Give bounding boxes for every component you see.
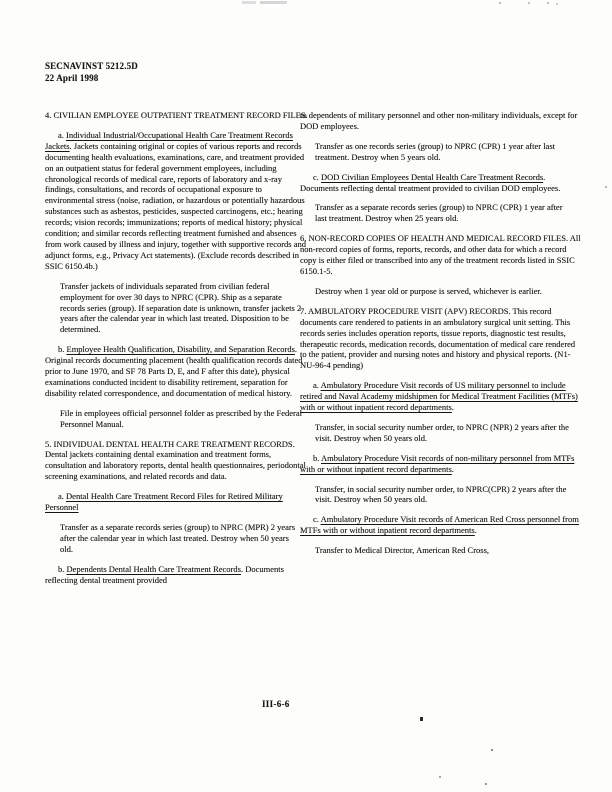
indented-disposition-block bbox=[315, 286, 576, 297]
paragraph-text: . bbox=[474, 525, 477, 536]
paragraph bbox=[300, 380, 581, 413]
instruction-number: SECNAVINST 5212.5D bbox=[45, 61, 138, 71]
indented-disposition-block bbox=[60, 408, 303, 430]
paragraph-text: a. bbox=[58, 129, 67, 140]
paragraph-text: 6. NON-RECORD COPIES OF HEALTH AND MEDICAL RECORD FILES. All non-record copies of forms, reports, records, and other data for which a record copy is either filed or transcribed into any of the treatment records listed in SSIC 6150.1-5. bbox=[300, 233, 581, 276]
indented-disposition-block bbox=[60, 522, 303, 555]
paragraph-text: File in employees official personnel folder as prescribed by the Federal Personnel Manual. bbox=[60, 407, 303, 429]
paragraph-text: . Documents reflecting dental treatment provided bbox=[45, 563, 284, 585]
paragraph-text: . bbox=[451, 463, 454, 474]
paragraph bbox=[45, 439, 308, 483]
page-number: III-6-6 bbox=[262, 699, 290, 709]
paragraph-text: 5. INDIVIDUAL DENTAL HEALTH CARE TREATMENT RECORDS. Dental jackets containing dental examination and treatment forms, consultation and laboratory reports, dental health questionnaires, periodontal screening examinations, and related records and data. bbox=[45, 438, 306, 482]
paragraph bbox=[300, 110, 581, 132]
paragraph-text: b. bbox=[313, 452, 322, 463]
paragraph bbox=[45, 564, 308, 586]
paragraph bbox=[300, 453, 581, 475]
paragraph-text: Transfer as one records series (group) to NPRC (CPR) 1 year after last treatment. Destroy when 5 years old. bbox=[315, 140, 555, 162]
right-column bbox=[300, 110, 581, 565]
paragraph-text: b. bbox=[58, 344, 67, 355]
indented-disposition-block bbox=[315, 545, 576, 556]
underlined-heading: Ambulatory Procedure Visit records of US military personnel to include retired and Naval Academy midshipmen for Medical Treatment Facilities (MTFs) with or without inpatient record departments bbox=[300, 380, 578, 413]
paragraph-text: Destroy when 1 year old or purpose is served, whichever is earlier. bbox=[315, 285, 542, 296]
paragraph-text: . Original records documenting placement (health qualification records dated prior to June 1970, and SF 78 Parts D, E, and F after this date), physical examinations conducted incident to disability retirement, separation for disability related correspondence, and documentation of medical history. bbox=[45, 344, 303, 398]
scan-speckle bbox=[547, 2, 549, 4]
paragraph-text: a. bbox=[313, 380, 321, 391]
paragraph bbox=[300, 172, 581, 194]
underlined-heading: Employee Health Qualification, Disability, and Separation Records bbox=[66, 344, 295, 355]
paragraph-text: Transfer, in social security number order, to NPRC (NPR) 2 years after the visit. Destroy when 50 years old. bbox=[315, 421, 569, 443]
paragraph-text: to dependents of military personnel and other non-military individuals, except for DOD employees. bbox=[300, 110, 578, 131]
indented-disposition-block bbox=[315, 422, 576, 444]
paragraph-text: Transfer as a separate records series (group) to NPRC (CPR) 1 year after last treatment. Destroy when 25 years old. bbox=[315, 202, 563, 224]
scan-speckle bbox=[242, 1, 256, 4]
paragraph bbox=[45, 344, 308, 399]
paragraph-text: Transfer, in social security number order, to NPRC(CPR) 2 years after the visit. Destroy when 50 years old. bbox=[315, 483, 567, 505]
paragraph-text: . Jackets containing original or copies of various reports and records documenting health evaluations, examinations, care, and treatment provided on an outpatient status for federal government employees, including chronological records of medical care, reports of laboratory and x-ray findings, consultations, and records of occupational exposure to environmental stress (noise, radiation, or hazardous or potentially hazardous substances such as asbestos, pesticides, suspected carcinogens, etc.; hearing records; vision records; immunizations; reports of medical history; physical condition; and similar records reflecting treatment furnished and absences from work caused by illness and injury, together with supportive records and adjunct forms, e.g., Privacy Act statements). (Exclude records described in SSIC 6150.4b.) bbox=[45, 140, 306, 271]
paragraph-text: c. bbox=[313, 171, 322, 182]
paragraph-text: 4. CIVILIAN EMPLOYEE OUTPATIENT TREATMENT RECORD FILES. bbox=[45, 110, 308, 120]
paragraph-text: a. bbox=[58, 491, 67, 502]
instruction-date: 22 April 1998 bbox=[45, 72, 99, 83]
paragraph-text: Transfer jackets of individuals separated from civilian federal employment for over 30 days to NPRC (CPR). Ship as a separate records series (group). If separation date is unknown, transfer jackets 2 years after the calendar year in which last treated. Disposition to be determined. bbox=[60, 280, 302, 335]
left-column bbox=[45, 110, 308, 595]
paragraph-text: . Documents reflecting dental treatment provided to civilian DOD employees. bbox=[300, 171, 561, 193]
indented-disposition-block bbox=[315, 202, 576, 224]
paragraph bbox=[300, 306, 581, 371]
paragraph bbox=[300, 514, 581, 536]
scan-speckle bbox=[420, 717, 423, 721]
scan-speckle bbox=[439, 776, 441, 778]
indented-disposition-block bbox=[315, 484, 576, 506]
underlined-heading: Ambulatory Procedure Visit records of American Red Cross personnel from MTFs with or without inpatient record departments bbox=[300, 514, 579, 536]
indented-disposition-block bbox=[315, 141, 576, 163]
paragraph-text: Transfer to Medical Director, American Red Cross, bbox=[315, 545, 490, 556]
indented-disposition-block bbox=[60, 281, 303, 336]
scan-speckle bbox=[605, 186, 607, 188]
paragraph-text: b. bbox=[58, 563, 67, 574]
underlined-heading: DOD Civilian Employees Dental Health Care Treatment Records bbox=[321, 171, 544, 182]
paragraph bbox=[45, 110, 308, 121]
scan-speckle bbox=[260, 1, 287, 4]
scan-speckle bbox=[491, 749, 493, 751]
paragraph-text: c. bbox=[313, 514, 321, 525]
underlined-heading: Dental Health Care Treatment Record Files for Retired Military Personnel bbox=[45, 491, 283, 513]
paragraph bbox=[45, 491, 308, 513]
paragraph bbox=[45, 130, 308, 272]
underlined-heading: Dependents Dental Health Care Treatment Records bbox=[66, 563, 241, 574]
paragraph-text: . bbox=[451, 402, 454, 413]
paragraph-text: 7. AMBULATORY PROCEDURE VISIT (APV) RECORDS. This record documents care rendered to patients in an ambulatory surgical unit setting. This records series includes operation reports, tissue reports, diagnostic test results, therapeutic records, medication records, documentation of medical care rendered to the patient, provider and nursing notes and history and physical reports. (N1-NU-96-4 pending) bbox=[300, 305, 576, 371]
scan-speckle bbox=[528, 2, 530, 4]
scan-speckle bbox=[556, 3, 558, 5]
scan-speckle bbox=[485, 783, 487, 785]
paragraph bbox=[300, 233, 581, 277]
underlined-heading: Individual Industrial/Occupational Health Care Treatment Records Jackets bbox=[45, 129, 293, 151]
scan-speckle bbox=[499, 2, 501, 4]
paragraph-text: Transfer as a separate records series (group) to NPRC (MPR) 2 years after the calendar year in which last treated. Destroy when 50 years old. bbox=[60, 522, 296, 554]
document-header bbox=[45, 61, 138, 84]
underlined-heading: Ambulatory Procedure Visit records of non-military personnel from MTFs with or without inpatient record departments bbox=[300, 452, 575, 474]
